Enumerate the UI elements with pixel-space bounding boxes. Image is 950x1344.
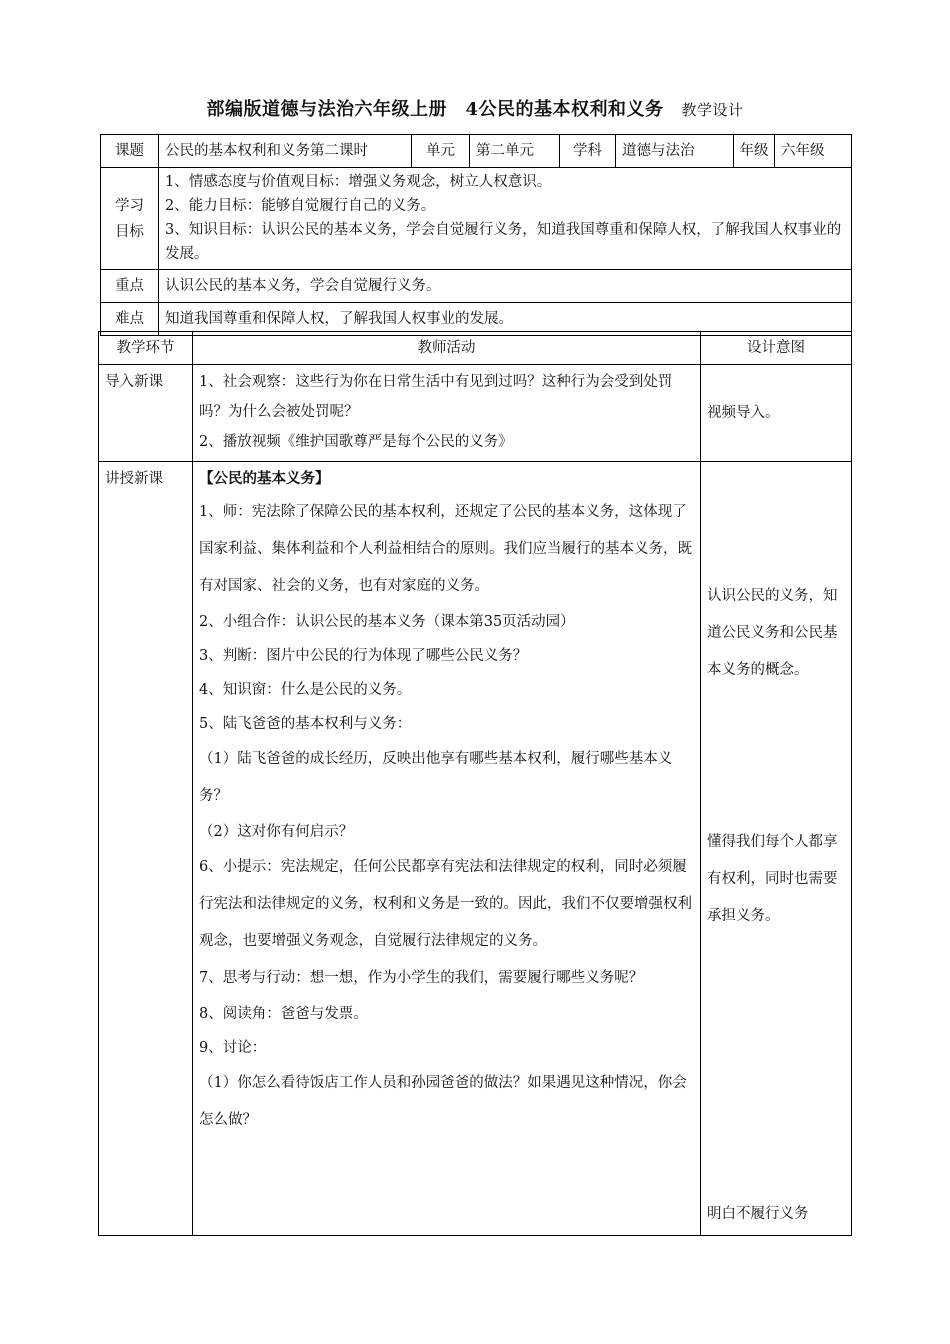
lesson-info-table [100, 134, 852, 336]
topic-label: 课题 [101, 135, 159, 168]
lesson-intent-2: 懂得我们每个人都享有权利，同时也需要承担义务。 [707, 834, 838, 924]
intro-stage: 导入新课 [99, 365, 193, 462]
key-label: 重点 [101, 270, 159, 303]
lesson-activity: 9、讨论： [199, 1040, 267, 1056]
grade-label: 年级 [734, 135, 775, 168]
lesson-activity: 1、师：宪法除了保障公民的基本权利，还规定了公民的基本义务，这体现了国家利益、集体利益和个人利益相结合的原则。我们应当履行的基本义务，既有对国家、社会的义务，也有对家庭的义务。 [199, 504, 692, 594]
lesson-activity: 7、思考与行动：想一想，作为小学生的我们，需要履行哪些义务呢？ [199, 970, 644, 986]
goals-label-line-2: 目标 [115, 223, 144, 240]
goal-item: 3、知识目标：认识公民的基本义务，学会自觉履行义务，知道我国尊重和保障人权，了解我国人权事业的发展。 [165, 222, 842, 262]
goal-item: 1、情感态度与价值观目标：增强义务观念，树立人权意识。 [165, 174, 552, 190]
unit-value: 第二单元 [470, 135, 560, 168]
lesson-activity: 4、知识窗：什么是公民的义务。 [199, 682, 412, 698]
key-row [101, 270, 852, 303]
lesson-activity: （1）陆飞爸爸的成长经历，反映出他享有哪些基本权利，履行哪些基本义务？ [199, 751, 673, 804]
page-title [0, 95, 950, 121]
lesson-activity: 3、判断：图片中公民的行为体现了哪些公民义务？ [199, 648, 528, 664]
lesson-activity: （1）你怎么看待饭店工作人员和孙园爸爸的做法？如果遇见这种情况，你会怎么做？ [199, 1075, 687, 1128]
teaching-process-table [98, 331, 852, 1236]
title-main: 部编版道德与法治六年级上册 4公民的基本权利和义务 [206, 99, 664, 120]
subject-value: 道德与法治 [616, 135, 734, 168]
goals-row [101, 168, 852, 270]
topic-value: 公民的基本权利和义务第二课时 [159, 135, 412, 168]
header-activity: 教师活动 [193, 332, 701, 365]
difficulty-label: 难点 [101, 303, 159, 336]
topic-row [101, 135, 852, 168]
difficulty-value: 知道我国尊重和保障人权，了解我国人权事业的发展。 [159, 303, 852, 336]
intro-activities [193, 365, 701, 462]
section-title: 【公民的基本义务】 [199, 470, 330, 487]
lesson-stage: 讲授新课 [99, 462, 193, 1236]
lesson-activities [193, 462, 701, 1236]
grade-value: 六年级 [775, 135, 852, 168]
subject-label: 学科 [560, 135, 616, 168]
process-header-row [99, 332, 852, 365]
goals-content [159, 168, 852, 270]
lesson-activity: 6、小提示：宪法规定，任何公民都享有宪法和法律规定的权利，同时必须履行宪法和法律规定的义务，权利和义务是一致的。因此，我们不仅要增强权利观念，也要增强义务观念，自觉履行法律规定的义务。 [199, 859, 692, 949]
intro-activity: 1、社会观察：这些行为你在日常生活中有见到过吗？这种行为会受到处罚吗？为什么会被处罚呢？ [199, 374, 673, 420]
lesson-activity: 2、小组合作：认识公民的基本义务（课本第35页活动园） [199, 614, 575, 630]
intro-row [99, 365, 852, 462]
header-stage: 教学环节 [99, 332, 193, 365]
lesson-intents [701, 462, 852, 1236]
key-value: 认识公民的基本义务，学会自觉履行义务。 [159, 270, 852, 303]
goal-item: 2、能力目标：能够自觉履行自己的义务。 [165, 198, 436, 214]
lesson-activity: 5、陆飞爸爸的基本权利与义务： [199, 716, 412, 732]
lesson-intent-3: 明白不履行义务 [707, 1206, 809, 1222]
title-sub: 教学设计 [681, 101, 744, 119]
lesson-activity: 8、阅读角：爸爸与发票。 [199, 1006, 368, 1022]
intro-activity: 2、播放视频《维护国歌尊严是每个公民的义务》 [199, 434, 513, 450]
unit-label: 单元 [412, 135, 470, 168]
lesson-activity: （2）这对你有何启示？ [199, 824, 354, 840]
goals-label-line-1: 学习 [115, 197, 144, 214]
intro-intent: 视频导入。 [701, 365, 852, 462]
goals-label [101, 168, 159, 270]
header-intent: 设计意图 [701, 332, 852, 365]
lesson-intent-1: 认识公民的义务，知道公民义务和公民基本义务的概念。 [707, 588, 838, 678]
lesson-row [99, 462, 852, 1236]
